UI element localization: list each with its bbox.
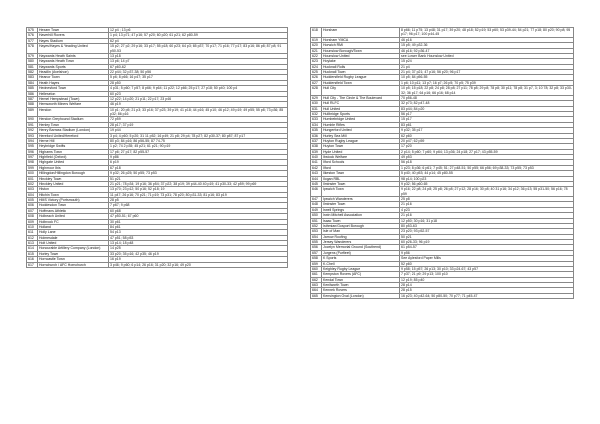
club-name: Keighley Rugby League	[322, 266, 400, 271]
entry-number: 660	[311, 266, 322, 271]
entry-number: 618	[311, 28, 322, 38]
page-references: 32 p73; 82 p47-48	[400, 101, 574, 106]
page-references: 16 p23; 40 p42-64; 50 p80-50; 70 p77; 71 p45-47	[400, 293, 574, 298]
page-references: 28 p5	[109, 198, 288, 203]
entry-number: 586	[27, 91, 38, 96]
page-references: 67 p60-62	[109, 64, 288, 69]
entry-number: 588	[27, 102, 38, 107]
entry-number: 587	[27, 96, 38, 101]
page-references: 61 p54-57	[400, 245, 574, 250]
index-row	[311, 187, 574, 197]
page-references: 13 p18	[109, 53, 288, 58]
club-name: Kendal Town	[322, 277, 400, 282]
entry-number: 615	[27, 251, 38, 256]
page-references: 60 p26-33; 96 p19	[400, 240, 574, 245]
entry-number: 638	[311, 144, 322, 149]
page-references: 28 p15	[400, 288, 574, 293]
page-references: 62 p60	[400, 133, 574, 138]
page-references: 54 p13	[109, 230, 288, 235]
club-name: Highams Town	[38, 149, 109, 154]
page-references: 70 p56-48	[400, 95, 574, 100]
page-references: 21 p4; 37 p21; 47 p16; 56 p20; 96 p17	[400, 70, 574, 75]
entry-number: 584	[27, 80, 38, 85]
entry-number: 628	[311, 86, 322, 96]
club-name: Honourable Artillery Company (London)	[38, 246, 109, 251]
club-name: Hoylake	[322, 59, 400, 64]
entry-number: 617	[27, 262, 38, 267]
club-name: Kensington Oval (London)	[322, 293, 400, 298]
page-references: 21 p4	[400, 64, 574, 69]
page-references: 9 p16; 22 p8; 24 p8; 25 p8; 26 p8; 27 p12; 28 p16; 30 p8; 40 31 p16; 34 p12; 36 p13; 55 p31-50; 56 p16; 78 p59	[400, 187, 574, 197]
page-references: 60 p23	[109, 91, 288, 96]
entry-number: 631	[311, 106, 322, 111]
entry-number: 597	[27, 155, 38, 160]
entry-number: 661	[311, 272, 322, 277]
page-references: 28 p50	[109, 80, 288, 85]
club-name: Hendon Greyhound Stadium	[38, 117, 109, 122]
entry-number: 599	[27, 165, 38, 170]
club-name: Hillingdon/Hillingdon Borough	[38, 171, 109, 176]
entry-number: 585	[27, 86, 38, 91]
page-references: 6 p19	[109, 160, 288, 165]
entry-number: 590	[27, 117, 38, 122]
club-name: Jocelyn Memorial Ground (Southend)	[322, 245, 400, 250]
entry-number: 662	[311, 277, 322, 282]
club-name: Hinckley United	[38, 181, 109, 186]
club-name: Hemel Hempstead (Town)	[38, 96, 109, 101]
club-name: Hurley Sea Mill	[322, 133, 400, 138]
club-name: Hornchurch / AFC Hornchurch	[38, 262, 109, 267]
page-references: 62 p4	[109, 38, 288, 43]
club-name: Hoddesdon Town	[38, 203, 109, 208]
page-references: 13 p6; 14 p7	[109, 59, 288, 64]
club-name: Ilford Schools	[322, 160, 400, 165]
page-references: 9 p86	[109, 155, 288, 160]
entry-number: 665	[311, 293, 322, 298]
club-name: Heath Hayes	[38, 80, 109, 85]
entry-number: 647	[311, 197, 322, 202]
page-references: 12 p50; 30 p16; 31 p18	[400, 218, 574, 223]
entry-number: 600	[27, 171, 38, 176]
club-name: Herne Hill	[38, 138, 109, 143]
entry-number: 605	[27, 198, 38, 203]
club-name: Huddersfield Rugby League	[322, 75, 400, 80]
index-row	[27, 262, 288, 267]
entry-number: 582	[27, 70, 38, 75]
club-name: Irwin Mitchell Association	[322, 213, 400, 218]
entry-number: 606	[27, 203, 38, 208]
entry-number: 614	[27, 246, 38, 251]
club-name: Ilogan RBL	[322, 176, 400, 181]
page-references: See Aylesford Paper Mills	[400, 256, 574, 261]
club-name: Jersey Wanderers	[322, 240, 400, 245]
entry-number: 650	[311, 213, 322, 218]
page-references: 12 p22; 14 p20; 21 p11; 22 p17; 23 p46	[109, 96, 288, 101]
club-name: Hemsworth Miners Welfare	[38, 102, 109, 107]
page-references: 23 p20; 93 p52-57	[400, 229, 574, 234]
entry-number: 610	[27, 224, 38, 229]
page-references: 84 p61	[109, 224, 288, 229]
page-references: 80 p3; 84 p16; 86 p56-55; 87 74-75	[109, 138, 288, 143]
club-name: Holbrook FC	[38, 219, 109, 224]
entry-number: 589	[27, 107, 38, 117]
page-references: 46 p16	[400, 37, 574, 42]
club-name: Horwich RMI	[322, 43, 400, 48]
page-references: 1 p23; 8 p36; 6 p61; 7 p45; 51; 27 p48-51; 50 p55; 66 p56; 69 p38-33; 73 p55; 73 p53	[400, 165, 574, 170]
entry-number: 641	[311, 160, 322, 165]
club-name: Hull City	[322, 86, 400, 96]
club-name: Holmesdale	[38, 235, 109, 240]
entry-number: 639	[311, 149, 322, 154]
entry-number: 609	[27, 219, 38, 224]
club-name: Ipswich Town	[322, 187, 400, 197]
page-references: 60 p68	[109, 208, 288, 213]
entry-number: 654	[311, 234, 322, 239]
club-name: Holt United	[38, 241, 109, 246]
index-column-left	[26, 27, 288, 268]
page-references: 17 p20	[400, 144, 574, 149]
entry-number: 598	[27, 160, 38, 165]
entry-number: 578	[27, 44, 38, 54]
entry-number: 613	[27, 241, 38, 246]
club-name: Hucknall Town	[322, 70, 400, 75]
page-references: 1 p6; 10 p11; 13 p7; 16 p7; 26 p5; 70 p5; 75 p39	[400, 80, 574, 85]
entry-number: 620	[311, 43, 322, 48]
club-name: Hayes Stadium	[38, 38, 109, 43]
page-references: 80 p53-63	[400, 223, 574, 228]
page-references: 56 p18	[400, 160, 574, 165]
entry-number: 603	[27, 187, 38, 192]
page-references: 47 p51; 58 p53	[109, 235, 288, 240]
page-references: 33 p20; 35 p16; 42 p35; 46 p19	[109, 251, 288, 256]
page-references: 13 p14; 18 p48	[109, 241, 288, 246]
club-name: Isthmian/Gosport Borough	[322, 223, 400, 228]
club-name: Horsham	[322, 28, 400, 38]
page-references: 49 p53	[400, 155, 574, 160]
index-column-right	[310, 27, 574, 299]
entry-number: 627	[311, 80, 322, 85]
page-references: 7 p37; 21 p9; 29 p13; 100 p10	[400, 272, 574, 277]
entry-number: 591	[27, 122, 38, 127]
club-name: Kenilworth Town	[322, 283, 400, 288]
club-name: Hull City - The Circle & The Boulevard	[322, 95, 400, 100]
page-references: 4 p23	[400, 207, 574, 212]
page-references: 98 p14; 100 p23	[400, 176, 574, 181]
club-name: K Sports	[322, 256, 400, 261]
page-references: 22 p44; 32 p37-38; 50 p56	[109, 70, 288, 75]
page-references: 9 p32; 26 p25; 50 p55; 73 p53	[109, 171, 288, 176]
club-name: Horley Town	[38, 251, 109, 256]
entry-number: 663	[311, 283, 322, 288]
page-references: 72 p59	[109, 117, 288, 122]
page-references: 8 p66; 11 p75; 13 p48; 31 p17; 39 p20; 48 p18; 52 p19; 53 p60; 53 p39-44; 54 p21; 77 p18; 80 p20; 90 p8; 95 p17; 96 p17; 100 p44-45	[400, 28, 574, 38]
club-name: Headlin (Avelshon)	[38, 70, 109, 75]
page-references: 1 p4; 13 p71; 47 p16; 57 p20; 60 p20; 61 p21; 62 p80-59	[109, 33, 288, 38]
entry-number: 576	[27, 33, 38, 38]
page-references: 25 p8	[400, 197, 574, 202]
club-name: Huyton Town	[322, 144, 400, 149]
entry-number: 583	[27, 75, 38, 80]
page-references: 10 p5; 15 p18; 22 p8; 24 p8; 28 p8; 27 p11; 78 p8; 29 p8; 78 p8; 30 p11; 78 p8; 31 p7, 3; 10 78; 32 p8; 33 p30-32; 36 p17; 64 p16; 66 p16; 68 p14	[401, 86, 572, 95]
club-name: Hinckley Town	[38, 176, 109, 181]
index-row	[311, 86, 574, 96]
page-references: 3 p4; 4 p60; 5 p20; 31 11 p52; 16 p49; 21 p8; 29 p4; 78 p27; 82 p30-37; 80 p87; 87 p17	[109, 133, 288, 138]
club-name: Highfield (Oxford)	[38, 155, 109, 160]
page-references: 7 p67; 9 p68	[109, 203, 288, 208]
club-name: Hull United	[322, 106, 400, 111]
entry-number: 579	[27, 53, 38, 58]
page-references: 9 p32; 56 p60-65	[400, 181, 574, 186]
entry-number: 616	[27, 257, 38, 262]
club-name: Ilminster Town	[322, 181, 400, 186]
index-row	[27, 44, 288, 54]
index-table-left	[26, 27, 288, 268]
entry-number: 648	[311, 202, 322, 207]
index-row	[311, 293, 574, 298]
club-name: Highmoor Ibis	[38, 165, 109, 170]
entry-number: 611	[27, 230, 38, 235]
entry-number: 643	[311, 171, 322, 176]
page-references: 46 p16; 92 p36-47	[400, 48, 574, 53]
club-name: Ipswich Wanderers	[322, 197, 400, 202]
club-name: Hoffmans Athletic	[38, 208, 109, 213]
page-references: 21 p16	[400, 213, 574, 218]
page-references: 30 p61	[109, 219, 288, 224]
page-references: 21 p21; 78 p34; 19 p16; 36 p54; 37 p22; 38 p19; 39 p44-40 40 p19; 41 p30-33; 42 p59; 99 p69	[109, 181, 288, 186]
page-references: see Lower Bank Hounslow United	[400, 53, 574, 58]
page-references: 2 p14; 5 p60; 7 p60; 9 p64; 13 p36; 24 p18; 27 p17; 43 p55-59	[400, 149, 574, 154]
club-name: Horsham YMCA	[322, 37, 400, 42]
club-name: K-Chell	[322, 261, 400, 266]
club-name: Hull RLFC	[322, 101, 400, 106]
club-name: Haywards Sports	[38, 64, 109, 69]
club-name: Ilkeston Town	[322, 171, 400, 176]
entry-number: 592	[27, 128, 38, 133]
club-name: Holland	[38, 224, 109, 229]
page-references: 21 p16	[400, 202, 574, 207]
club-name: Huddersfield Town	[322, 80, 400, 85]
entry-number: 637	[311, 138, 322, 143]
page-references: 5 p40; 40 p53; 44 p14; 45 p80-55	[400, 171, 574, 176]
club-name: Ilminster Town	[322, 202, 400, 207]
page-references: 83 p61	[400, 122, 574, 127]
entry-number: 664	[311, 288, 322, 293]
club-name: Humble Rifles	[322, 122, 400, 127]
page-references: 9 p58; 15 p57; 26 p13; 30 p10; 33 p24-67; 43 p57	[400, 266, 574, 271]
entry-number: 612	[27, 235, 38, 240]
club-name: Jurgens (Purfleet)	[322, 250, 400, 255]
entry-number: 580	[27, 59, 38, 64]
page-references: 20 p47; 62 p59	[400, 138, 574, 143]
page-references: 56 p17	[400, 112, 574, 117]
entry-number: 595	[27, 144, 38, 149]
entry-number: 608	[27, 214, 38, 219]
entry-number: 635	[311, 128, 322, 133]
page-references: 15 p24	[400, 59, 574, 64]
club-name: Highgate United	[38, 160, 109, 165]
club-name: Kempston Rovers (AFC)	[322, 272, 400, 277]
page-references: 3 p46; 9 p60; 6 p14; 26 p16; 31 p20; 32 p16; 49 p20	[109, 262, 288, 267]
page-references: 46 p19	[109, 102, 288, 107]
entry-number: 649	[311, 207, 322, 212]
entry-number: 642	[311, 165, 322, 170]
club-name: Kennek Rovers	[322, 288, 400, 293]
club-name: Hyde United	[322, 149, 400, 154]
entry-number: 655	[311, 240, 322, 245]
entry-number: 594	[27, 138, 38, 143]
club-name: Hungerford United	[322, 128, 400, 133]
club-name: HMS Victory (Portsmouth)	[38, 198, 109, 203]
club-name: Henley Town	[38, 122, 109, 127]
entry-number: 652	[311, 223, 322, 228]
entry-number: 634	[311, 122, 322, 127]
page-references: 10 p1; 20 p5; 21 p3; 33 p16; 37 p23; 39 p19; 41 p18; 44 p16; 45 p10; 46 p12; 49 p19; 49 p55; 55 p8; 73 p36; 85 p32; 86 p16	[109, 107, 288, 117]
club-name: Henry Barrass Stadium (London)	[38, 128, 109, 133]
entry-number: 604	[27, 192, 38, 197]
page-references: 47 p50-51; 67 p60	[109, 214, 288, 219]
page-references: 15 p5; 49 p32-36	[400, 43, 574, 48]
club-name: Hullbridge Sports	[322, 112, 400, 117]
club-name: Isaac Town	[322, 218, 400, 223]
page-references: 51 p21	[109, 176, 288, 181]
page-references: 15 p17	[400, 117, 574, 122]
entry-number: 626	[311, 75, 322, 80]
entry-number: 621	[311, 48, 322, 53]
club-name: Huyton Rugby League	[322, 138, 400, 143]
entry-number: 575	[27, 28, 38, 33]
page-references: 15 p2; 27 p2; 29 p16; 33 p17; 55 p18; 60 p23; 64 p3; 65 p37; 70 p17; 71 p16; 77 p17; 83 p16; 86 p8; 87 p8; 91 p50-53	[109, 44, 288, 54]
entry-number: 623	[311, 59, 322, 64]
page-references: 9 p56	[400, 250, 574, 255]
entry-number: 622	[311, 53, 322, 58]
page-references: 50 p21	[400, 234, 574, 239]
club-name: Horncastle Town	[38, 257, 109, 262]
entry-number: 640	[311, 155, 322, 160]
page-references: 17 p6; 27 p17; 82 p55-57	[109, 149, 288, 154]
club-name: Holbeach United	[38, 214, 109, 219]
club-name: Humbebridge United	[322, 117, 400, 122]
club-name: Helleselon	[38, 91, 109, 96]
entry-number: 632	[311, 112, 322, 117]
index-row	[27, 107, 288, 117]
entry-number: 644	[311, 176, 322, 181]
entry-number: 659	[311, 261, 322, 266]
page-references: 83 p44; 84 p20	[400, 106, 574, 111]
club-name: Ilford	[322, 165, 400, 170]
page-references: 28 p17; 37 p19	[109, 122, 288, 127]
entry-number: 577	[27, 38, 38, 43]
page-references: 19 p44	[109, 128, 288, 133]
club-name: Ibstock Welfare	[322, 155, 400, 160]
entry-number: 593	[27, 133, 38, 138]
club-name: Hounslow United	[322, 53, 400, 58]
entry-number: 601	[27, 176, 38, 181]
entry-number: 636	[311, 133, 322, 138]
club-name: Haverhill Rovers	[38, 33, 109, 38]
page-references: 11 p47; 26 p16; 70 p21; 71 p19; 73 p31; 78 p20; 80 p31-33; 81 p16; 83 p19	[109, 192, 288, 197]
page-references: 67 p18	[109, 165, 288, 170]
club-name: Hendon	[38, 107, 109, 117]
page-references: 4 p31; 5 p60; 7 p57; 8 p66; 9 p64; 11 p22; 12 p66; 25 p17; 27 p18; 50 p40; 100 p4	[109, 86, 288, 91]
club-name: Heybridge Swifts	[38, 144, 109, 149]
page-references: 12 p4 ; 13 p6	[109, 28, 288, 33]
club-name: Haywards Heath Saints	[38, 53, 109, 58]
club-name: Haywards Heath Town	[38, 59, 109, 64]
entry-number: 625	[311, 70, 322, 75]
page-references: 28 p14	[400, 283, 574, 288]
entry-number: 596	[27, 149, 38, 154]
entry-number: 630	[311, 101, 322, 106]
club-name: Jarrow Roofing	[322, 234, 400, 239]
entry-number: 658	[311, 256, 322, 261]
club-name: Hucknall Rolls	[322, 64, 400, 69]
club-name: Isle of Man	[322, 229, 400, 234]
page-references: 13 p70; 23 p12; 50 p16; 52 p18; 19	[109, 187, 288, 192]
entry-number: 645	[311, 181, 322, 186]
page-references: 14 p25	[109, 246, 288, 251]
club-name: Hayes/Hayes & Yeading United	[38, 44, 109, 54]
club-name: Hitchin Town	[38, 192, 109, 197]
page-references: 5 p6; 8 p66; 16 p47; 35 p17	[109, 75, 288, 80]
entry-number: 581	[27, 64, 38, 69]
entry-number: 633	[311, 117, 322, 122]
page-references: 1 p2; 74 2 p35; 45 p21; 61 p21; 90 p19	[109, 144, 288, 149]
entry-number: 656	[311, 245, 322, 250]
entry-number: 651	[311, 218, 322, 223]
index-table-right	[310, 27, 574, 299]
page-references: 52 p60	[400, 261, 574, 266]
club-name: Hexam Town	[38, 28, 109, 33]
page-references: 12 p19; 85 p40	[400, 277, 574, 282]
club-name: Heanor Town	[38, 75, 109, 80]
entry-number: 619	[311, 37, 322, 42]
club-name: Histon	[38, 187, 109, 192]
entry-number: 602	[27, 181, 38, 186]
entry-number: 607	[27, 208, 38, 213]
index-row	[311, 28, 574, 38]
entry-number: 653	[311, 229, 322, 234]
entry-number: 624	[311, 64, 322, 69]
club-name: Irwell Springs	[322, 207, 400, 212]
club-name: Hereford United/Hereford	[38, 133, 109, 138]
club-name: Hednesford Town	[38, 86, 109, 91]
entry-number: 646	[311, 187, 322, 197]
page-references: 9 p32; 35 p17	[400, 128, 574, 133]
page-references: 16 p19	[109, 257, 288, 262]
entry-number: 657	[311, 250, 322, 255]
page-references: 10 p5; 84 p56-55	[400, 75, 574, 80]
club-name: Hounslow Borough/Town	[322, 48, 400, 53]
club-name: Holly Lane	[38, 230, 109, 235]
entry-number: 629	[311, 95, 322, 100]
